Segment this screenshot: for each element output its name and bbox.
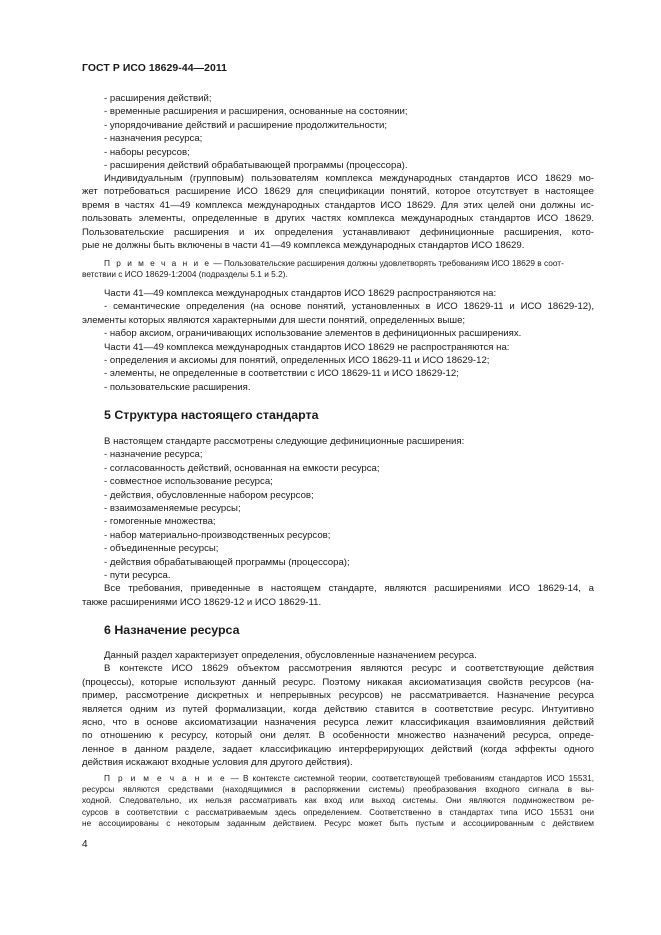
paragraph-line: - семантические определения (на основе понятий, установленных в ИСО 18629-11 и ИСО 18629-12), bbox=[104, 301, 594, 313]
section-5-title: 5 Структура настоящего стандарта bbox=[104, 408, 319, 422]
note-resources bbox=[82, 773, 594, 829]
document-header: ГОСТ Р ИСО 18629-44—2011 bbox=[82, 63, 228, 74]
list-item: - расширения действий обрабатывающей программы (процессора). bbox=[104, 159, 408, 171]
paragraph-line: - элементы, не определенные в соответствии с ИСО 18629-11 и ИСО 18629-12; bbox=[104, 368, 459, 380]
paragraph-line: по отношению к ресурсу, который они делят. В особенности множество назначений ресурса, опреде- bbox=[82, 730, 594, 742]
paragraph-line: время в частях 41—49 комплекса международных стандартов ИСО 18629. Для этих целей они должны ис- bbox=[82, 199, 594, 211]
paragraph-line: - набор аксиом, ограничивающих использование элементов в дефиниционных расширениях. bbox=[104, 328, 522, 340]
note-text: — В контексте системной теории, соответствующей требованиям стандартов ИСО 15531, bbox=[226, 773, 594, 783]
list-item: - согласованность действий, основанная на емкости ресурса; bbox=[104, 462, 380, 474]
paragraph-line: Пользовательские расширения и их определения устанавливают дефиниционные расширения, кото- bbox=[82, 226, 594, 238]
paragraph-line: - пользовательские расширения. bbox=[104, 381, 251, 393]
note-line: ходной. Следовательно, их нельзя рассматривать как вход или выход системы. Они являются подмножеством ре- bbox=[82, 795, 594, 806]
note-first-line bbox=[82, 258, 594, 269]
note-line: не ассоциированы с некоторым заданным действием. Ресурс может быть пустым и ассоциированным с действием bbox=[82, 817, 594, 828]
note-user-extensions bbox=[82, 258, 594, 280]
page-number: 4 bbox=[82, 839, 88, 850]
list-item: - объединенные ресурсы; bbox=[104, 543, 219, 555]
paragraph-line: Все требования, приведенные в настоящем стандарте, являются расширениями ИСО 18629-14, а bbox=[104, 583, 594, 595]
paragraph-line: рые не должны быть включены в части 41—49 комплекса международных стандартов ИСО 18629. bbox=[82, 239, 525, 251]
section-6-body bbox=[82, 649, 594, 770]
paragraph-line: Части 41—49 комплекса международных стандартов ИСО 18629 распространяются на: bbox=[104, 288, 497, 299]
note-line: ветствии с ИСО 18629-1:2004 (подразделы 5.1 и 5.2). bbox=[82, 269, 288, 280]
note-text: — Пользовательские расширения должны удовлетворять требованиям ИСО 18629 в соот- bbox=[211, 258, 564, 268]
paragraph-line: пользовать элементы, определенные в других частях комплекса международных стандартов ИСО 18629. bbox=[82, 213, 594, 225]
note-label: П р и м е ч а н и е bbox=[104, 773, 227, 783]
list-item: - назначения ресурса; bbox=[104, 133, 203, 145]
list-item: - взаимозаменяемые ресурсы; bbox=[104, 502, 241, 514]
paragraph-line: действия искажают входные условия для другого действия). bbox=[82, 757, 353, 769]
user-extensions-paragraph bbox=[82, 172, 594, 252]
paragraph-line: Части 41—49 комплекса международных стандартов ИСО 18629 не распространяются на: bbox=[104, 341, 510, 353]
list-item: - упорядочивание действий и расширение продолжительности; bbox=[104, 119, 388, 131]
paragraph-line: В контексте ИСО 18629 объектом рассмотрения являются ресурс и соответствующие действия bbox=[104, 663, 594, 675]
section-6-title: 6 Назначение ресурса bbox=[104, 623, 240, 637]
paragraph-line: ленное в данном разделе, задает классификацию интерферирующих действий (когда эффекты одного bbox=[82, 743, 594, 755]
list-item: - назначение ресурса; bbox=[104, 449, 203, 461]
document-page bbox=[82, 0, 594, 935]
list-item: - временные расширения и расширения, основанные на состоянии; bbox=[104, 106, 408, 118]
list-item: - расширения действий; bbox=[104, 93, 212, 104]
list-item: - набор материально-производственных ресурсов; bbox=[104, 529, 331, 541]
note-line: сурсов в соответствии с рассматриваемым здесь определением. Соответственно в стандартах типа ИСО 15531 они bbox=[82, 806, 594, 817]
list-item: - совместное использование ресурса; bbox=[104, 476, 273, 488]
paragraph-line: В настоящем стандарте рассмотрены следующие дефиниционные расширения: bbox=[104, 436, 465, 447]
list-item: - пути ресурса. bbox=[104, 569, 171, 581]
paragraph-line: также расширениями ИСО 18629-12 и ИСО 18629-11. bbox=[82, 596, 322, 608]
list-item: - наборы ресурсов; bbox=[104, 146, 190, 158]
list-item: - гомогенные множества; bbox=[104, 516, 216, 528]
list-item: - действия обрабатывающей программы (процессора); bbox=[104, 556, 350, 568]
paragraph-line: ясно, что в основе аксиоматизации назначения ресурса лежит классификация взаимовлияния действий bbox=[82, 716, 594, 728]
intro-list bbox=[82, 92, 594, 172]
paragraph-line: (процессы), которые используют данный ресурс. Поэтому никакая аксиоматизация свойств ресурсов (на- bbox=[82, 676, 594, 688]
paragraph-line: пример, рассмотрение дискретных и непрерывных ресурсов) не рассматривается. Назначение ресурса bbox=[82, 690, 594, 702]
paragraph-line: Данный раздел характеризует определения, обусловленные назначением ресурса. bbox=[104, 650, 477, 661]
paragraph-line: жет потребоваться расширение ИСО 18629 для спецификации понятий, которое отсутствует в настоящее bbox=[82, 186, 594, 198]
paragraph-line: является одним из путей формализации, когда действию ставится в соответствие ресурс. Интуитивно bbox=[82, 703, 594, 715]
paragraph-line: Индивидуальным (групповым) пользователям комплекса международных стандартов ИСО 18629 мо- bbox=[104, 173, 594, 184]
paragraph-line: элементы которых являются характерными для шести понятий, определенных выше; bbox=[82, 314, 466, 326]
scope-paragraph bbox=[82, 287, 594, 394]
section-5-body bbox=[82, 435, 594, 609]
note-line: ресурсы являются средствами (находящимися в распоряжении системы) преобразования входного сигнала в вы- bbox=[82, 784, 594, 795]
note-label: П р и м е ч а н и е bbox=[104, 258, 212, 268]
list-item: - действия, обусловленные набором ресурсов; bbox=[104, 489, 314, 501]
note-first-line bbox=[82, 773, 594, 784]
paragraph-line: - определения и аксиомы для понятий, определенных ИСО 18629-11 и ИСО 18629-12; bbox=[104, 354, 490, 366]
